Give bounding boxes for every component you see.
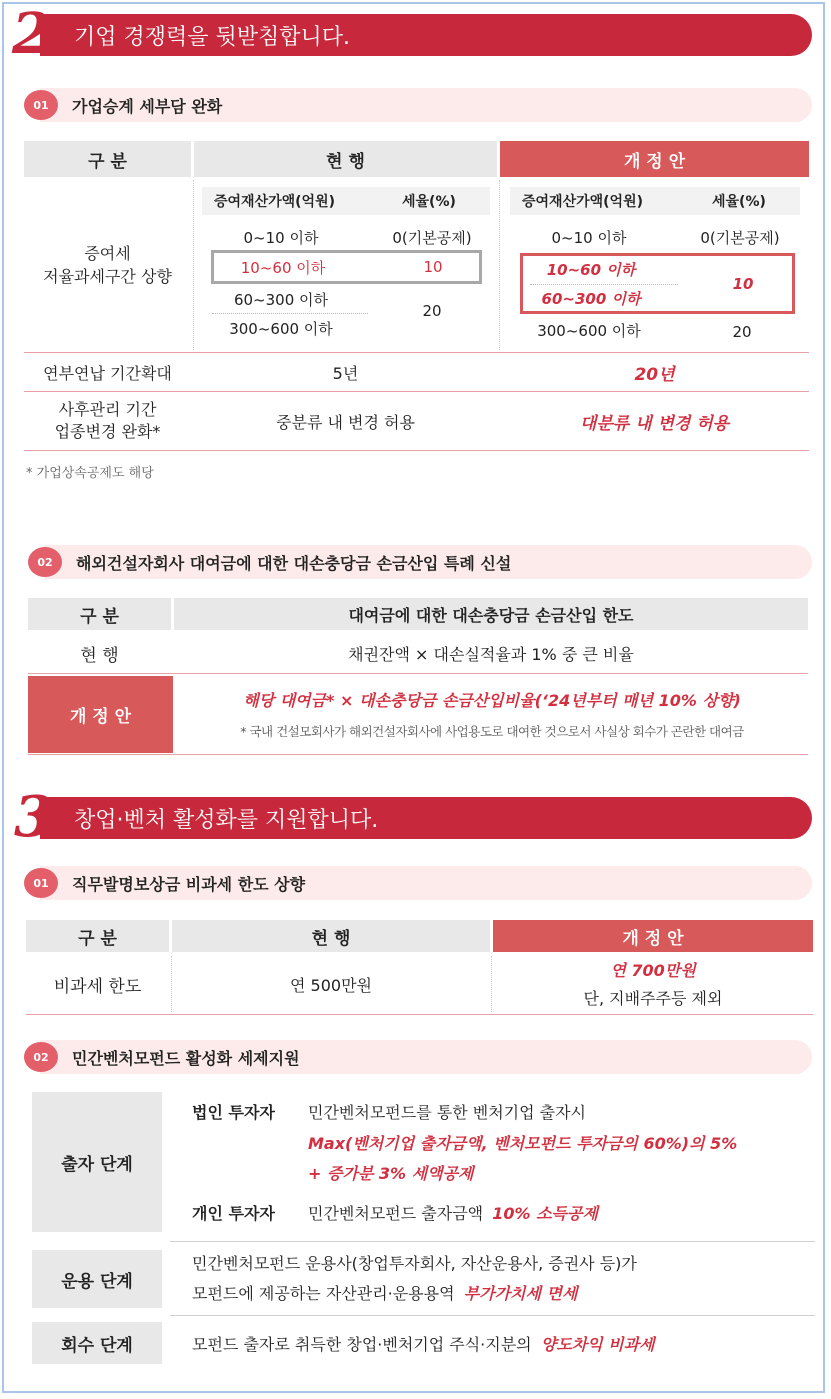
current-bracket-2: 10~60 이하: [240, 258, 326, 277]
table1-row2-proposed: 20년: [634, 364, 675, 385]
subsection-3-2-title: 민간벤처모펀드 활성화 세제지원: [72, 1048, 300, 1068]
stage-exit-label: 회수 단계: [32, 1322, 162, 1364]
proposed-bracket-2: 10~60 이하: [546, 260, 636, 279]
table1-row3-current: 중분류 내 변경 허용: [276, 412, 415, 432]
table1-row1-label: 증여세 저율과세구간 상향: [43, 243, 172, 286]
proposed-amount-header: 증여재산가액(억원): [522, 194, 643, 210]
table2-proposed-text: 해당 대여금* × 대손충당금 손금산입비율(‘24년부터 매년 10% 상향): [243, 690, 741, 710]
stage-operate-label: 운용 단계: [32, 1250, 162, 1308]
table1-row-divider: [24, 352, 809, 353]
table1-row3-label: 사후관리 기간 업종변경 완화*: [54, 400, 161, 441]
proposed-bracket-divider: [530, 284, 678, 285]
table3-header-category: 구 분: [26, 920, 169, 952]
table1-divider: [193, 180, 194, 350]
proposed-bracket-1: 0~10 이하: [551, 228, 627, 247]
table2-bottom-border: [28, 754, 808, 755]
individual-investor-label: 개인 투자자: [192, 1204, 275, 1223]
subsection-2-1-badge: 01: [24, 90, 58, 120]
current-bracket-1: 0~10 이하: [243, 228, 319, 247]
subsection-3-2-badge: 02: [24, 1042, 58, 1072]
section-2-number: 2: [12, 1, 51, 67]
table1-proposed-subheader: [510, 187, 800, 215]
operate-text-line1: 민간벤처모펀드 운용사(창업투자회사, 자산운용사, 증권사 등)가: [192, 1254, 637, 1273]
table2-current-text: 채권잔액 × 대손실적율과 1% 중 큰 비율: [348, 644, 634, 664]
table3-bottom-border: [26, 1014, 813, 1015]
table1-header-proposed: 개 정 안: [500, 141, 809, 177]
section-2-title-bar: [40, 14, 812, 56]
table1-header-category: 구 분: [24, 141, 191, 177]
table1-footnote: * 가업상속공제도 해당: [26, 466, 154, 481]
subsection-2-2-title: 해외건설자회사 대여금에 대한 대손충당금 손금산입 특례 신설: [76, 553, 512, 573]
table3-row-proposed-sub: 단, 지배주주등 제외: [583, 988, 723, 1008]
table2-header-category: 구 분: [28, 598, 171, 630]
section-3-number: 3: [14, 784, 53, 850]
proposed-rate-header: 세율(%): [712, 194, 766, 210]
subsection-2-2-bar: [44, 545, 812, 579]
table1-bottom-border: [24, 450, 809, 451]
proposed-bracket-4: 300~600 이하: [537, 321, 641, 340]
corporate-investor-text: 민간벤처모펀드를 통한 벤처기업 출자시: [308, 1103, 587, 1122]
exit-text: 모펀드 출자로 취득한 창업·벤처기업 주식·지분의 양도차익 비과세: [192, 1335, 655, 1354]
section-2-title: 기업 경쟁력을 뒷받침합니다.: [74, 24, 351, 50]
individual-investor-text: 민간벤처모펀드 출자금액 10% 소득공제: [308, 1204, 598, 1223]
subsection-3-1-title: 직무발명보상금 비과세 한도 상향: [72, 874, 306, 894]
section-3-title-bar: [40, 797, 812, 839]
table3-header-proposed: 개 정 안: [493, 920, 813, 952]
table2-proposed-label: 개 정 안: [28, 676, 173, 753]
current-bracket-4: 300~600 이하: [229, 319, 333, 338]
table2-proposed-note: * 국내 건설모회사가 해외건설자회사에 사업용도로 대여한 것으로서 사실상 회수가 곤란한 대여금: [240, 724, 744, 739]
subsection-2-1-title: 가업승계 세부담 완화: [72, 96, 223, 116]
current-rate-header: 세율(%): [402, 194, 456, 210]
current-rate-2: 10: [423, 258, 443, 276]
proposed-rate-1: 0(기본공제): [700, 228, 780, 247]
table1-divider: [499, 180, 500, 350]
table1-current-subheader: [202, 187, 490, 215]
stage-divider: [170, 1315, 815, 1316]
table2-header-limit: 대여금에 대한 대손충당금 손금산입 한도: [174, 598, 808, 630]
table3-row-label: 비과세 한도: [53, 976, 142, 997]
section-3-title: 창업·벤처 활성화를 지원합니다.: [74, 807, 379, 833]
table3-header-current: 현 행: [172, 920, 490, 952]
table3-row-current: 연 500만원: [290, 975, 372, 995]
stage-divider: [170, 1241, 815, 1242]
corporate-investor-credit-1: Max(벤처기업 출자금액, 벤처모펀드 투자금의 60%)의 5%: [308, 1134, 738, 1153]
subsection-3-1-badge: 01: [24, 868, 58, 898]
subsection-2-2-badge: 02: [28, 547, 62, 577]
table1-row-divider: [24, 391, 809, 392]
corporate-investor-credit-2: + 증가분 3% 세액공제: [308, 1164, 474, 1183]
subsection-3-2-bar: [40, 1040, 812, 1074]
table1-header-current: 현 행: [194, 141, 497, 177]
current-bracket-3: 60~300 이하: [233, 290, 329, 309]
proposed-rate-2: 10: [732, 275, 754, 293]
current-amount-header: 증여재산가액(억원): [214, 194, 335, 210]
subsection-2-1-bar: [40, 88, 812, 122]
subsection-3-1-bar: [40, 866, 812, 900]
table2-current-label: 현 행: [80, 645, 119, 666]
table1-row2-label: 연부연납 기간확대: [43, 363, 172, 383]
table1-row2-current: 5년: [332, 363, 359, 383]
corporate-investor-label: 법인 투자자: [192, 1103, 275, 1122]
table1-row3-proposed: 대분류 내 변경 허용: [579, 413, 730, 434]
table2-row-divider: [28, 673, 808, 674]
stage-invest-label: 출자 단계: [32, 1092, 162, 1232]
current-bracket-divider: [212, 313, 368, 314]
current-rate-1: 0(기본공제): [392, 228, 472, 247]
table3-row-proposed-main: 연 700만원: [610, 960, 696, 980]
proposed-bracket-3: 60~300 이하: [541, 289, 641, 308]
current-rate-3: 20: [422, 302, 442, 320]
operate-text-line2: 모펀드에 제공하는 자산관리·운용용역 부가가치세 면세: [192, 1284, 578, 1303]
table3-divider: [491, 956, 492, 1012]
proposed-rate-4: 20: [732, 323, 752, 341]
